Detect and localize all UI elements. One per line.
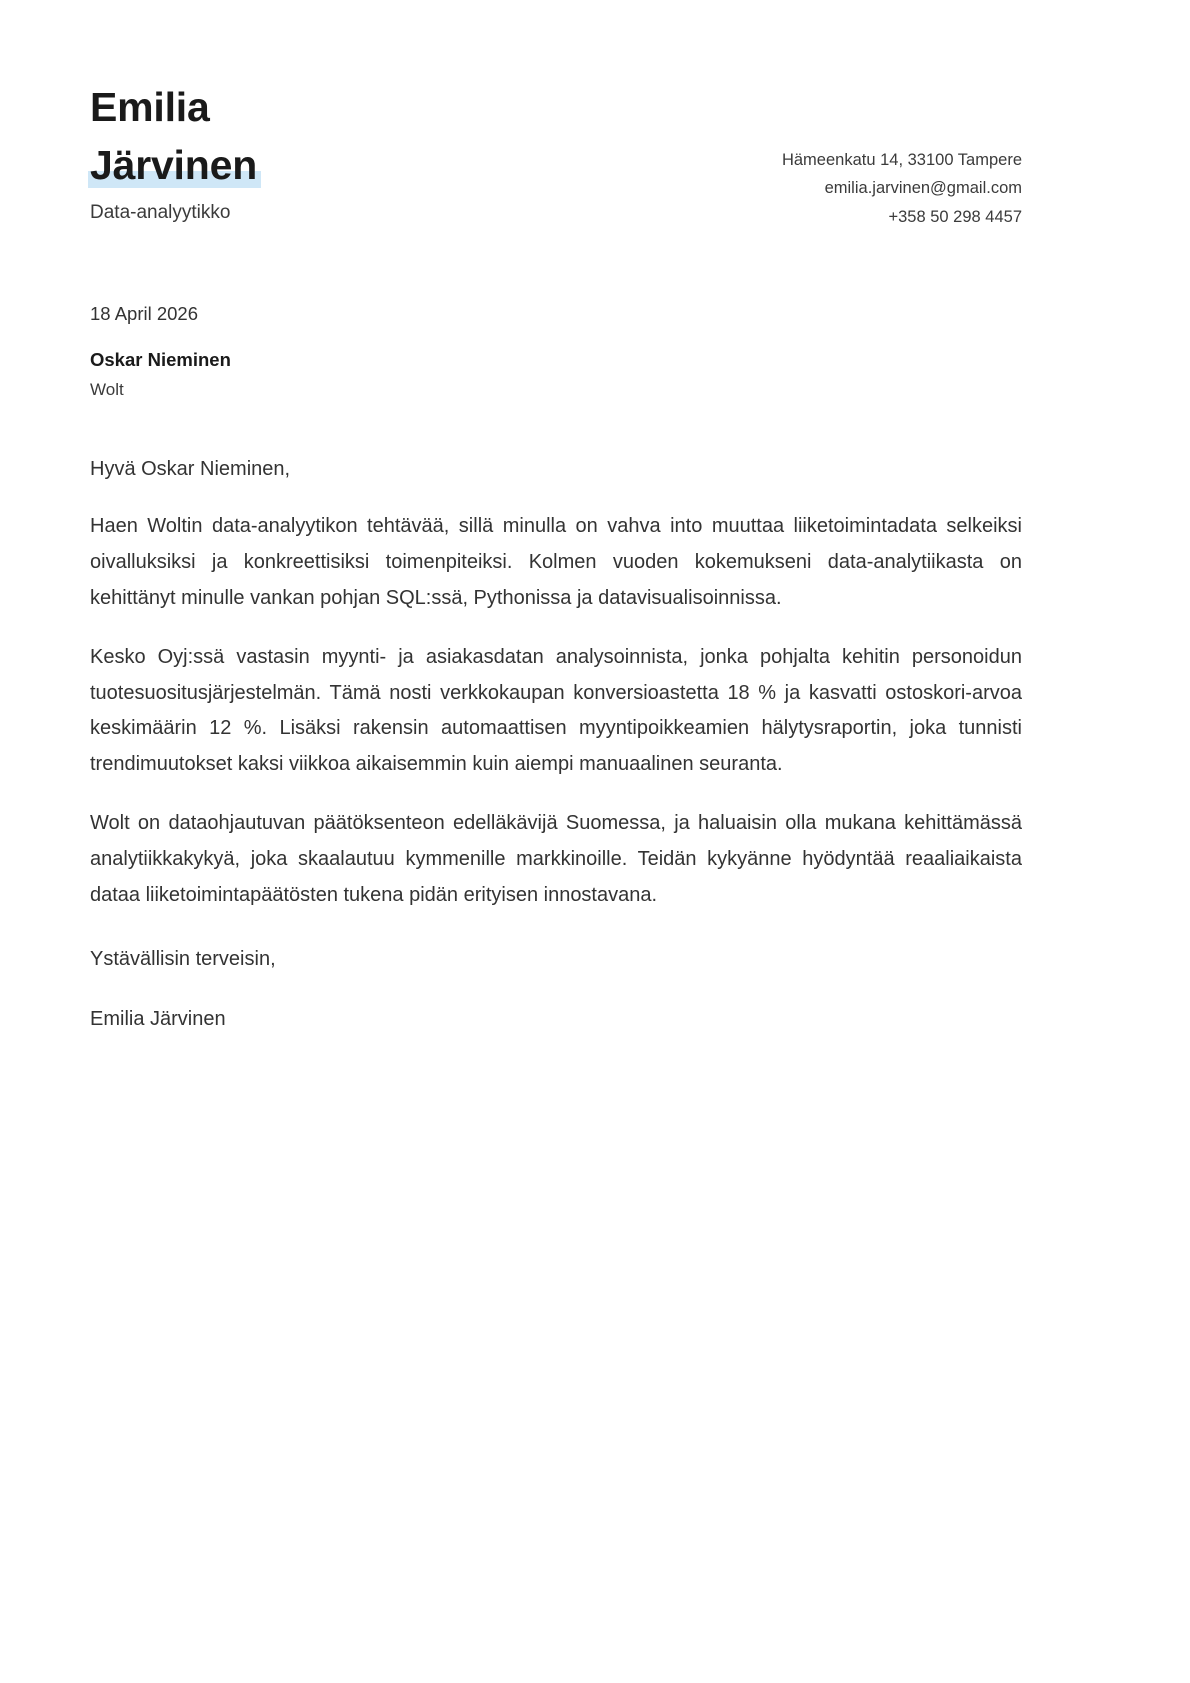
applicant-name	[90, 78, 257, 194]
salutation: Hyvä Oskar Nieminen,	[90, 458, 291, 481]
letter-date: 18 April 2026	[90, 303, 199, 325]
applicant-last-name: Järvinen	[90, 142, 258, 189]
applicant-job-title: Data-analyytikko	[90, 202, 231, 224]
recipient-name: Oskar Nieminen	[90, 348, 231, 370]
contact-email[interactable]: emilia.jarvinen@gmail.com	[824, 179, 1022, 198]
contact-details	[782, 78, 1022, 231]
closing-line: Ystävällisin terveisin,	[90, 948, 276, 971]
contact-phone[interactable]: +358 50 298 4457	[888, 207, 1022, 226]
signature-name: Emilia Järvinen	[90, 1008, 226, 1031]
letter-body	[90, 454, 1022, 1035]
letter-meta	[90, 301, 1022, 402]
recipient-company: Wolt	[90, 379, 124, 399]
applicant-first-name: Emilia	[90, 84, 210, 130]
body-paragraph-3: Wolt on dataohjautuvan päätöksenteon edelläkävijä Suomessa, ja haluaisin olla mukana kehittämässä analytiikkakykyä, joka skaalautuu kymmenille markkinoille. Teidän kykyänne hyödyntää reaaliaikaista dataa liiketoimintapäätösten tukena pidän erityisen innostavana.	[90, 812, 1022, 906]
letterhead	[90, 78, 1022, 231]
body-paragraph-2: Kesko Oyj:ssä vastasin myynti- ja asiakasdatan analysoinnista, jonka pohjalta kehitin personoidun tuotesuositusjärjestelmän. Tämä nosti verkkokaupan konversioastetta 18 % ja kasvatti ostoskori-arvoa keskimäärin 12 %. Lisäksi rakensin automaattisen myyntipoikkeamien hälytysraportin, joka tunnisti trendimuutokset kaksi viikkoa aikaisemmin kuin aiempi manuaalinen seuranta.	[90, 646, 1022, 775]
body-paragraph-1: Haen Woltin data-analyytikon tehtävää, sillä minulla on vahva into muuttaa liiketoimintadata selkeiksi oivalluksiksi ja konkreettisiksi toimenpiteiksi. Kolmen vuoden kokemukseni data-analytiikasta on kehittänyt minulle vankan pohjan SQL:ssä, Pythonissa ja datavisualisoinnissa.	[90, 515, 1022, 609]
applicant-last-name-highlighted	[90, 136, 257, 194]
contact-address: Hämeenkatu 14, 33100 Tampere	[781, 151, 1022, 169]
identity-block	[90, 78, 257, 226]
